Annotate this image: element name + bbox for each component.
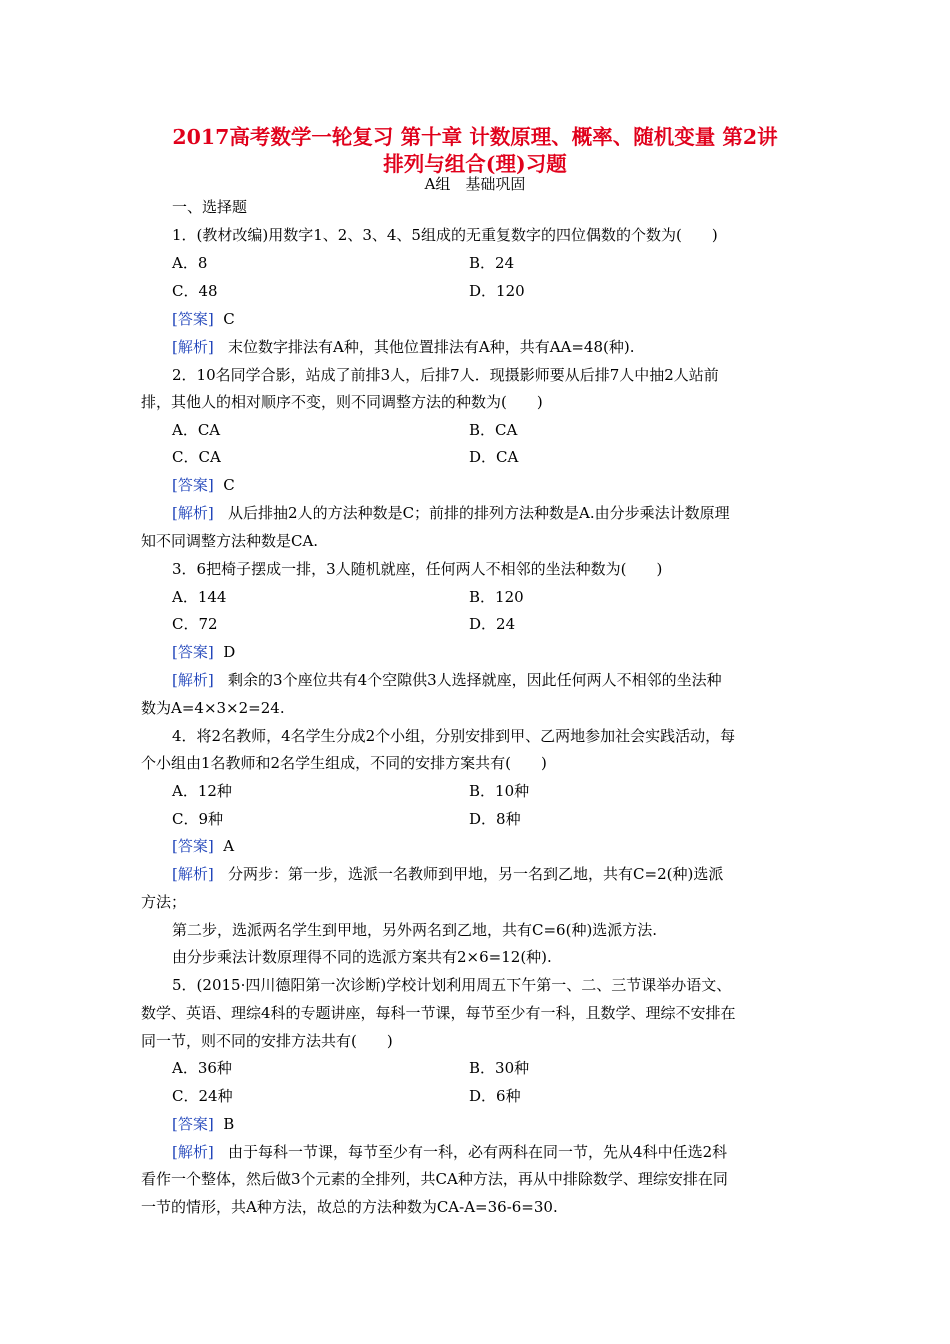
question-3-analysis-line-1 xyxy=(172,669,722,691)
question-2-option-b: B．CA xyxy=(469,421,518,439)
question-4-stem-line-1: 4．将2名教师，4名学生分成2个小组，分别安排到甲、乙两地参加社会实践活动，每 xyxy=(172,727,736,745)
answer-value: C xyxy=(223,310,235,328)
question-1-option-a: A．8 xyxy=(172,254,208,272)
question-2-analysis-line-1 xyxy=(172,502,730,524)
question-3-option-c: C．72 xyxy=(172,615,218,633)
question-5-option-d: D．6种 xyxy=(469,1087,521,1105)
question-4-option-b: B．10种 xyxy=(469,782,530,800)
answer-tag: [答案] xyxy=(172,643,214,661)
question-5-stem-line-2: 数学、英语、理综4科的专题讲座，每科一节课，每节至少有一科，且数学、理综不安排在 xyxy=(141,1004,736,1022)
question-5-answer xyxy=(172,1113,234,1135)
analysis-text: 从后排抽2人的方法种数是C；前排的排列方法种数是A.由分步乘法计数原理 xyxy=(228,504,730,522)
answer-tag: [答案] xyxy=(172,310,214,328)
question-4-option-d: D．8种 xyxy=(469,810,521,828)
doc-title-line-2: 排列与组合(理)习题 xyxy=(383,152,567,176)
question-5-option-c: C．24种 xyxy=(172,1087,233,1105)
analysis-text: 分两步：第一步，选派一名教师到甲地，另一名到乙地，共有C=2(种)选派 xyxy=(228,865,724,883)
question-2-stem-line-2: 排，其他人的相对顺序不变，则不同调整方法的种数为( ) xyxy=(141,393,543,411)
question-3-analysis-line-2: 数为A=4×3×2=24. xyxy=(141,699,285,717)
question-5-analysis-line-1 xyxy=(172,1141,727,1163)
analysis-tag: [解析] xyxy=(172,338,214,356)
answer-value: C xyxy=(223,476,235,494)
question-5-stem-line-3: 同一节，则不同的安排方法共有( ) xyxy=(141,1032,393,1050)
question-5-analysis-line-3: 一节的情形，共A种方法，故总的方法种数为CA-A=36-6=30. xyxy=(141,1198,558,1216)
answer-tag: [答案] xyxy=(172,837,214,855)
question-1-answer xyxy=(172,308,235,330)
question-5-analysis-line-2: 看作一个整体，然后做3个元素的全排列，共CA种方法，再从中排除数学、理综安排在同 xyxy=(141,1170,728,1188)
answer-tag: [答案] xyxy=(172,476,214,494)
question-4-answer xyxy=(172,835,234,857)
question-2-option-c: C．CA xyxy=(172,448,221,466)
question-3-option-a: A．144 xyxy=(172,588,227,606)
question-4-analysis-line-4: 由分步乘法计数原理得不同的选派方案共有2×6=12(种). xyxy=(172,948,552,966)
analysis-tag: [解析] xyxy=(172,865,214,883)
doc-title-line-1: 2017高考数学一轮复习 第十章 计数原理、概率、随机变量 第2讲 xyxy=(172,125,778,149)
question-5-option-b: B．30种 xyxy=(469,1059,530,1077)
answer-tag: [答案] xyxy=(172,1115,214,1133)
question-4-stem-line-2: 个小组由1名教师和2名学生组成，不同的安排方案共有( ) xyxy=(141,754,547,772)
question-4-analysis-line-1 xyxy=(172,863,723,885)
question-2-option-a: A．CA xyxy=(172,421,221,439)
question-4-option-a: A．12种 xyxy=(172,782,232,800)
question-1-option-b: B．24 xyxy=(469,254,515,272)
question-2-analysis-line-2: 知不同调整方法种数是CA. xyxy=(141,532,319,550)
analysis-text: 末位数字排法有A种，其他位置排法有A种，共有AA=48(种). xyxy=(228,338,635,356)
question-1-option-c: C．48 xyxy=(172,282,218,300)
analysis-tag: [解析] xyxy=(172,504,214,522)
question-5-stem-line-1: 5．(2015·四川德阳第一次诊断)学校计划利用周五下午第一、二、三节课举办语文、 xyxy=(172,976,732,994)
question-2-answer xyxy=(172,474,235,496)
analysis-text: 剩余的3个座位共有4个空隙供3人选择就座，因此任何两人不相邻的坐法种 xyxy=(228,671,722,689)
analysis-text: 由于每科一节课，每节至少有一科，必有两科在同一节，先从4科中任选2科 xyxy=(228,1143,728,1161)
answer-value: D xyxy=(223,643,236,661)
question-5-option-a: A．36种 xyxy=(172,1059,232,1077)
answer-value: B xyxy=(223,1115,235,1133)
question-4-option-c: C．9种 xyxy=(172,810,224,828)
question-3-option-d: D．24 xyxy=(469,615,516,633)
question-4-analysis-line-2: 方法； xyxy=(141,893,187,911)
analysis-tag: [解析] xyxy=(172,1143,214,1161)
question-1-stem: 1．(教材改编)用数字1、2、3、4、5组成的无重复数字的四位偶数的个数为( ) xyxy=(172,226,718,244)
question-1-option-d: D．120 xyxy=(469,282,525,300)
question-2-option-d: D．CA xyxy=(469,448,519,466)
question-4-analysis-line-3: 第二步，选派两名学生到甲地，另外两名到乙地，共有C=6(种)选派方法. xyxy=(172,921,658,939)
question-3-option-b: B．120 xyxy=(469,588,524,606)
question-3-answer xyxy=(172,641,235,663)
question-2-stem-line-1: 2．10名同学合影，站成了前排3人，后排7人．现摄影师要从后排7人中抽2人站前 xyxy=(172,366,719,384)
section-heading: 一、选择题 xyxy=(172,198,248,216)
group-heading: A组 基础巩固 xyxy=(424,175,526,193)
analysis-tag: [解析] xyxy=(172,671,214,689)
question-1-analysis xyxy=(172,336,635,358)
question-3-stem: 3．6把椅子摆成一排，3人随机就座，任何两人不相邻的坐法种数为( ) xyxy=(172,560,663,578)
answer-value: A xyxy=(223,837,235,855)
